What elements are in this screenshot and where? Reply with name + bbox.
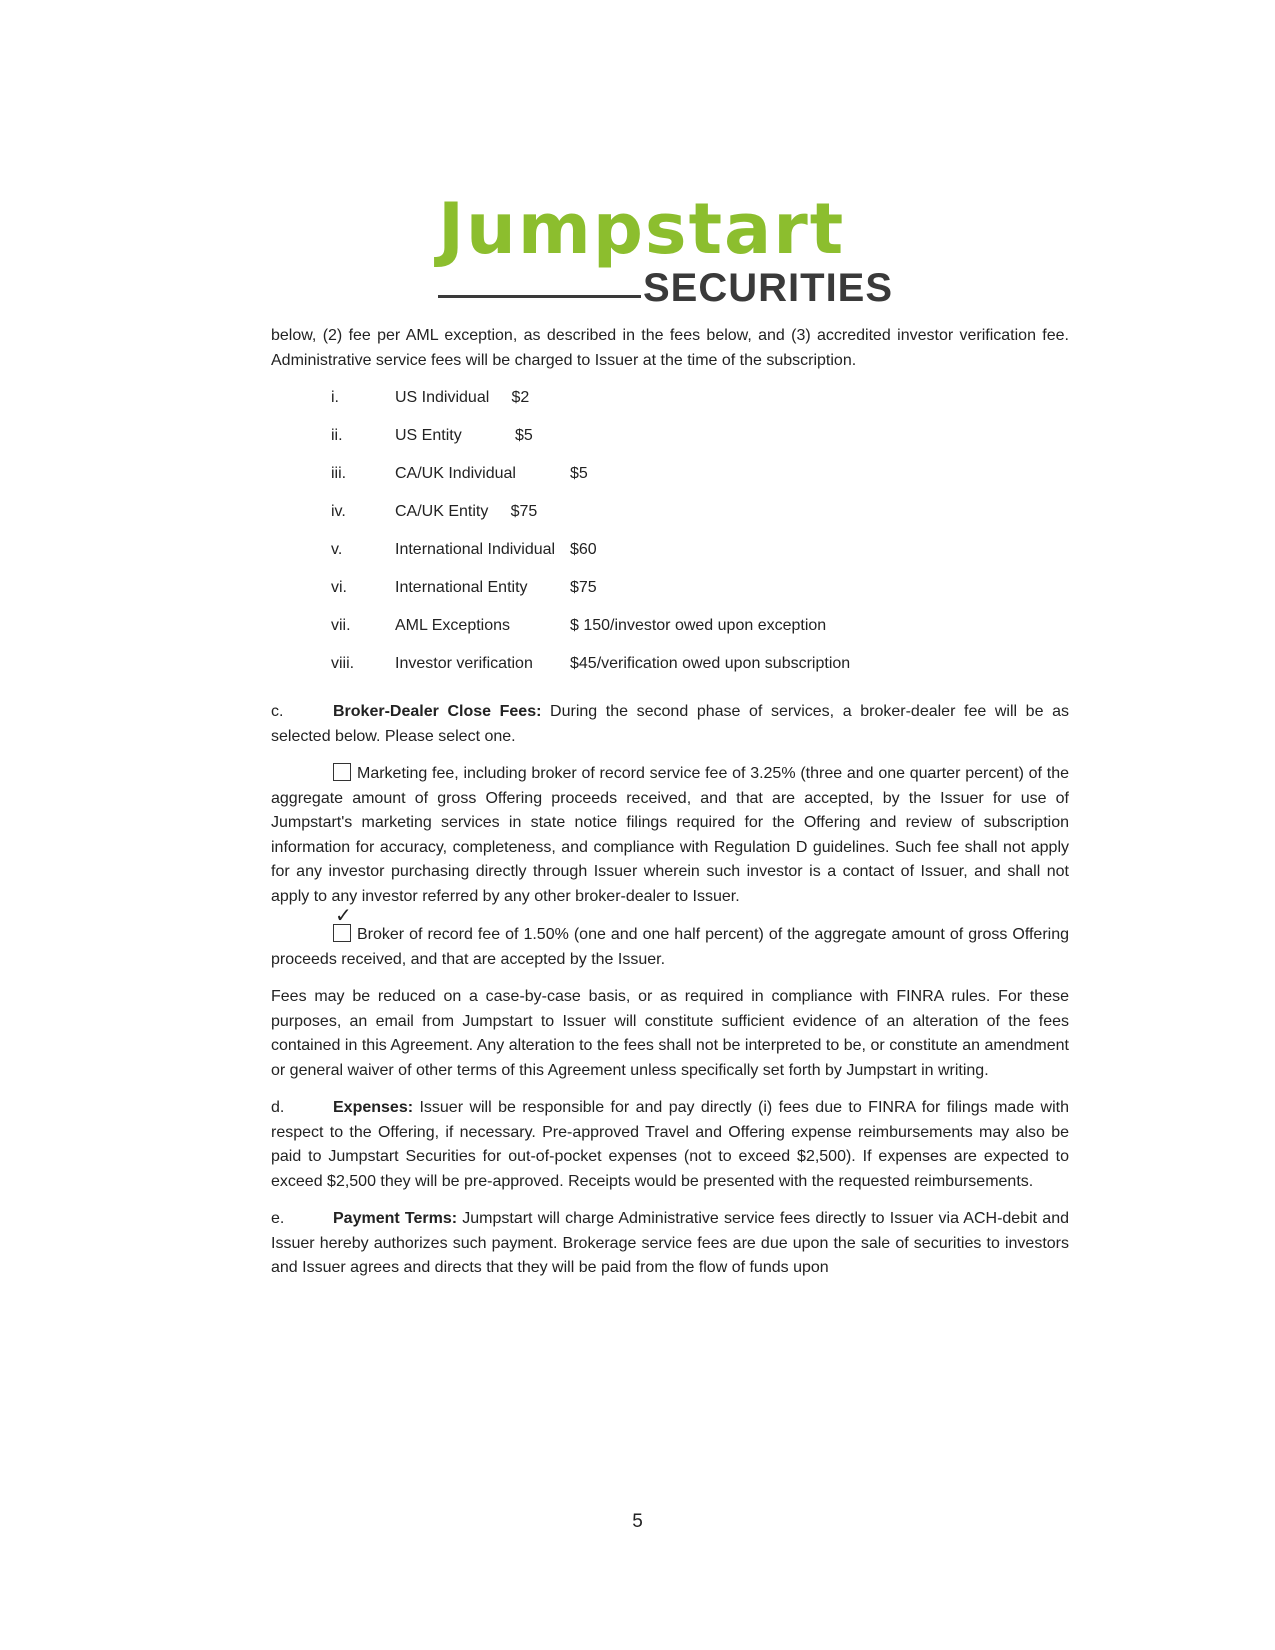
list-value: $60	[570, 541, 597, 558]
company-logo	[438, 188, 894, 310]
list-label: International Entity	[395, 579, 528, 596]
marketing-fee-checkbox[interactable]	[333, 763, 351, 781]
option-text: Marketing fee, including broker of record service fee of 3.25% (three and one quarter percent) of the aggregate amount of gross Offering proceeds received, and that are accepted, by the Issuer for use of Jumpstart's marketing services in state notice filings required for the Offering and review of subscription information for accuracy, completeness, and compliance with Regulation D guidelines. Such fee shall not apply for any investor purchasing directly through Issuer wherein such investor is a contact of Issuer, and shall not apply to any investor referred by any other broker-dealer to Issuer.	[271, 765, 1069, 905]
section-e	[271, 1207, 1069, 1281]
list-item	[331, 462, 850, 500]
list-number: i.	[331, 389, 339, 406]
list-label: US Entity $5	[395, 427, 533, 444]
list-number: iv.	[331, 503, 346, 520]
list-number: iii.	[331, 465, 347, 482]
list-label: Investor verification	[395, 655, 533, 672]
option-text: Broker of record fee of 1.50% (one and one half percent) of the aggregate amount of gross Offering proceeds received, and that are accepted by the Issuer.	[271, 926, 1069, 968]
list-value: $75	[510, 503, 538, 520]
fee-schedule-list	[331, 386, 850, 690]
broker-of-record-checkbox[interactable]	[333, 903, 352, 942]
list-label: US Individual $2	[395, 389, 530, 406]
option-marketing-fee	[271, 762, 1069, 909]
checkmark-icon: ✓	[335, 903, 352, 927]
list-value: $5	[515, 427, 533, 444]
list-item	[331, 500, 850, 538]
section-heading: Broker-Dealer Close Fees:	[333, 703, 542, 720]
list-item	[331, 538, 850, 576]
list-label: AML Exceptions	[395, 617, 511, 634]
section-d	[271, 1096, 1069, 1194]
list-value: $45/verification owed upon subscription	[570, 655, 851, 672]
list-item	[331, 424, 850, 462]
list-item	[331, 614, 850, 652]
list-label: International Individual	[395, 541, 556, 558]
section-c	[271, 700, 1069, 749]
list-number: v.	[331, 541, 343, 558]
list-item	[331, 652, 850, 690]
list-value: $5	[570, 465, 588, 482]
list-label: CA/UK Individual	[395, 465, 516, 482]
list-value: $75	[570, 579, 597, 596]
section-heading: Expenses:	[333, 1099, 414, 1116]
list-number: vi.	[331, 579, 347, 596]
intro-paragraph: below, (2) fee per AML exception, as described in the fees below, and (3) accredited investor verification fee. Administrative service fees will be charged to Issuer at the time of the subscription.	[271, 327, 1069, 369]
list-value: $ 150/investor owed upon exception	[570, 617, 827, 634]
logo-rule	[438, 295, 641, 298]
list-number: viii.	[331, 655, 355, 672]
section-text: During the second phase of services, a broker-dealer fee will be as selected below. Please select one.	[271, 703, 1069, 745]
list-number: vii.	[331, 617, 351, 634]
document-body	[271, 324, 1069, 1281]
fees-note-paragraph: Fees may be reduced on a case-by-case basis, or as required in compliance with FINRA rules. For these purposes, an email from Jumpstart to Issuer will constitute sufficient evidence of an alteration of the fees contained in this Agreement. Any alteration to the fees shall not be interpreted to be, or constitute an amendment or general waiver of other terms of this Agreement unless specifically set forth by Jumpstart in writing.	[271, 988, 1069, 1079]
option-broker-of-record-fee	[271, 903, 1069, 972]
section-letter: d.	[271, 1099, 285, 1116]
section-text: Issuer will be responsible for and pay directly (i) fees due to FINRA for filings made with respect to the Offering, if necessary. Pre-approved Travel and Offering expense reimbursements may also be paid to Jumpstart Securities for out-of-pocket expenses (not to exceed $2,500). If expenses are expected to exceed $2,500 they will be pre-approved. Receipts would be presented with the requested reimbursements.	[271, 1099, 1069, 1190]
list-item	[331, 576, 850, 614]
section-text: Jumpstart will charge Administrative service fees directly to Issuer via ACH-debit and Issuer hereby authorizes such payment. Brokerage service fees are due upon the sale of securities to investors and Issuer agrees and directs that they will be paid from the flow of funds upon	[271, 1210, 1069, 1276]
logo-subtitle: SECURITIES	[643, 266, 894, 310]
logo-wordmark: Jumpstart	[438, 188, 846, 270]
page-number: 5	[632, 1511, 643, 1532]
section-letter: e.	[271, 1210, 285, 1227]
list-value: $2	[511, 389, 530, 406]
list-number: ii.	[331, 427, 343, 444]
list-item	[331, 386, 850, 424]
list-label: CA/UK Entity $75	[395, 503, 538, 520]
section-letter: c.	[271, 703, 284, 720]
section-heading: Payment Terms:	[333, 1210, 458, 1227]
